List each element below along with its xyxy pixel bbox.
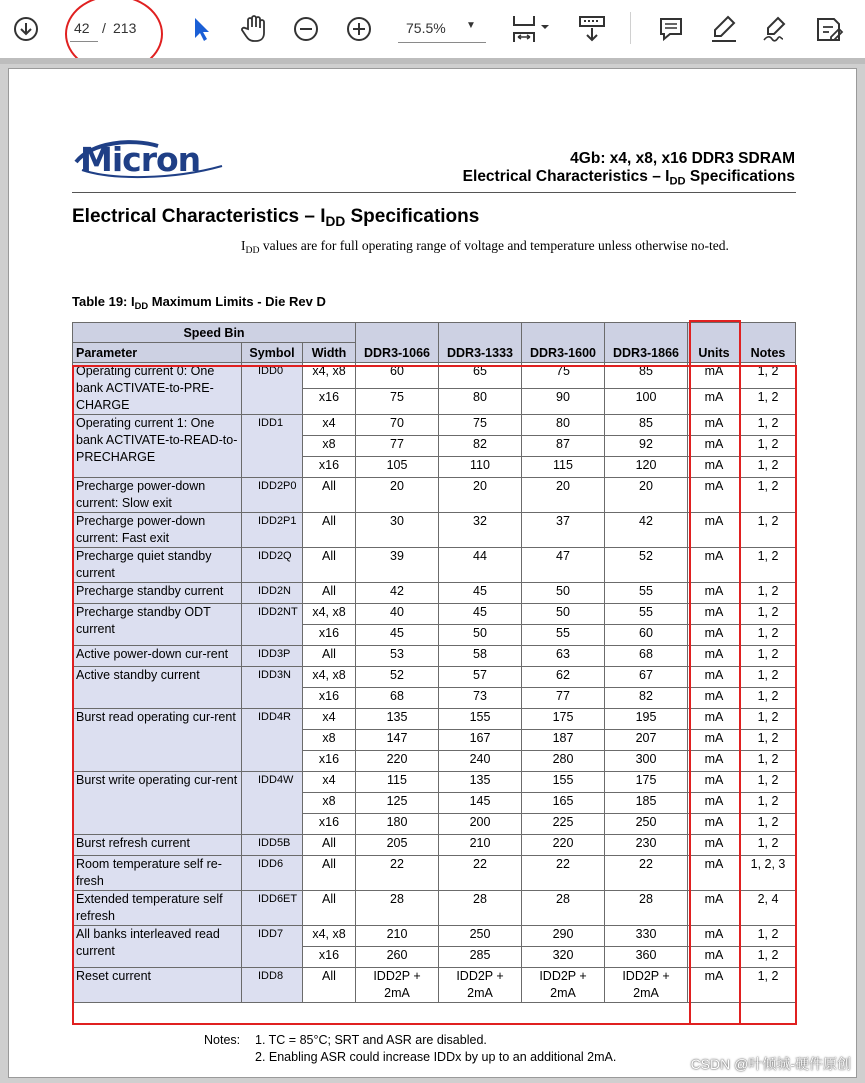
notes-cell: 1, 2 <box>741 513 796 548</box>
symbol-cell: IDD4R <box>242 709 303 772</box>
units-cell: mA <box>688 604 741 625</box>
col-header: DDR3-1066 <box>356 323 439 363</box>
notes-cell: 1, 2 <box>741 835 796 856</box>
units-cell: mA <box>688 667 741 688</box>
value-cell: 115 <box>522 457 605 478</box>
fit-page-icon[interactable] <box>508 12 552 46</box>
value-cell: 30 <box>356 513 439 548</box>
value-cell: IDD2P + 2mA <box>605 968 688 1003</box>
width-cell: x16 <box>303 625 356 646</box>
width-cell: x16 <box>303 751 356 772</box>
table-row <box>73 709 796 730</box>
value-cell: 120 <box>605 457 688 478</box>
caption-pre: Table 19: I <box>72 294 135 309</box>
notes-cell: 1, 2 <box>741 947 796 968</box>
value-cell: 65 <box>439 363 522 389</box>
symbol-cell: IDD4W <box>242 772 303 835</box>
doc-header-title: 4Gb: x4, x8, x16 DDR3 SDRAM <box>570 150 795 167</box>
value-cell: 115 <box>356 772 439 793</box>
units-cell: mA <box>688 835 741 856</box>
width-cell: All <box>303 856 356 891</box>
units-cell: mA <box>688 772 741 793</box>
value-cell: 37 <box>522 513 605 548</box>
col-header: Units <box>688 323 741 363</box>
col-header: Width <box>303 343 356 363</box>
value-cell: 85 <box>605 415 688 436</box>
value-cell: 225 <box>522 814 605 835</box>
value-cell: 28 <box>356 891 439 926</box>
zoom-in-icon[interactable] <box>343 13 375 45</box>
col-header: Notes <box>741 323 796 363</box>
header-rule <box>72 192 796 193</box>
note-1: 1. TC = 85°C; SRT and ASR are disabled. <box>255 1033 487 1047</box>
value-cell: 110 <box>439 457 522 478</box>
value-cell: 210 <box>439 835 522 856</box>
table-row <box>73 891 796 926</box>
value-cell: 28 <box>439 891 522 926</box>
value-cell: 175 <box>522 709 605 730</box>
comment-icon[interactable] <box>655 13 687 45</box>
toolbar-separator <box>630 12 631 44</box>
col-header: Parameter <box>73 343 242 363</box>
hdr2-pre: Electrical Characteristics – I <box>462 168 670 185</box>
value-cell: 285 <box>439 947 522 968</box>
notes-cell: 1, 2 <box>741 646 796 667</box>
value-cell: IDD2P + 2mA <box>356 968 439 1003</box>
col-header: DDR3-1600 <box>522 323 605 363</box>
width-cell: x4, x8 <box>303 604 356 625</box>
value-cell: 80 <box>439 389 522 415</box>
width-cell: x16 <box>303 688 356 709</box>
notes-cell: 1, 2 <box>741 583 796 604</box>
value-cell: 135 <box>356 709 439 730</box>
param-cell: Precharge power-down current: Fast exit <box>73 513 242 548</box>
value-cell: 280 <box>522 751 605 772</box>
symbol-cell: IDD3P <box>242 646 303 667</box>
value-cell: 100 <box>605 389 688 415</box>
param-cell: All banks interleaved read current <box>73 926 242 968</box>
symbol-cell: IDD6 <box>242 856 303 891</box>
hand-pan-icon[interactable] <box>238 12 270 44</box>
micron-logo <box>72 136 242 186</box>
value-cell: 105 <box>356 457 439 478</box>
param-cell: Room temperature self re-fresh <box>73 856 242 891</box>
units-cell: mA <box>688 548 741 583</box>
note-2: 2. Enabling ASR could increase IDDx by up to an additional 2mA. <box>255 1050 617 1064</box>
value-cell: 53 <box>356 646 439 667</box>
value-cell: IDD2P + 2mA <box>439 968 522 1003</box>
table-row <box>73 363 796 389</box>
value-cell: 22 <box>356 856 439 891</box>
notes-cell: 1, 2 <box>741 814 796 835</box>
value-cell: 185 <box>605 793 688 814</box>
notes-cell: 1, 2 <box>741 688 796 709</box>
intro-text: values are for full operating range of voltage and temperature unless otherwise no-ted. <box>259 238 729 253</box>
notes-cell: 1, 2 <box>741 548 796 583</box>
value-cell: 200 <box>439 814 522 835</box>
units-cell: mA <box>688 968 741 1003</box>
value-cell: 187 <box>522 730 605 751</box>
symbol-cell: IDD2N <box>242 583 303 604</box>
value-cell: 87 <box>522 436 605 457</box>
viewport-shadow <box>0 58 865 64</box>
symbol-cell: IDD8 <box>242 968 303 1003</box>
value-cell: 52 <box>356 667 439 688</box>
width-cell: All <box>303 513 356 548</box>
value-cell: 55 <box>605 583 688 604</box>
value-cell: 290 <box>522 926 605 947</box>
param-cell: Reset current <box>73 968 242 1003</box>
sign-icon[interactable] <box>759 12 793 46</box>
value-cell: 85 <box>605 363 688 389</box>
value-cell: 40 <box>356 604 439 625</box>
param-cell: Precharge quiet standby current <box>73 548 242 583</box>
notes-cell: 1, 2 <box>741 709 796 730</box>
value-cell: 165 <box>522 793 605 814</box>
value-cell: 60 <box>605 625 688 646</box>
value-cell: 300 <box>605 751 688 772</box>
notes-cell: 1, 2 <box>741 604 796 625</box>
param-cell: Extended temperature self refresh <box>73 891 242 926</box>
page-separator: / <box>102 20 106 36</box>
intro-paragraph <box>241 238 793 259</box>
value-cell: 230 <box>605 835 688 856</box>
value-cell: 32 <box>439 513 522 548</box>
width-cell: All <box>303 968 356 1003</box>
value-cell: 55 <box>522 625 605 646</box>
value-cell: 47 <box>522 548 605 583</box>
zoom-dropdown-icon[interactable]: ▼ <box>466 20 476 31</box>
highlight-pen-icon[interactable] <box>707 12 741 46</box>
value-cell: 50 <box>522 604 605 625</box>
value-cell: 92 <box>605 436 688 457</box>
watermark: CSDN @叶倾城-硬件原创 <box>690 1056 851 1072</box>
table-row <box>73 513 796 548</box>
hdr2-post: Specifications <box>685 168 795 185</box>
units-cell: mA <box>688 814 741 835</box>
notes-cell: 1, 2 <box>741 772 796 793</box>
toolbar <box>0 0 865 58</box>
value-cell: 220 <box>356 751 439 772</box>
caption-sub: DD <box>134 300 149 311</box>
param-cell: Active power-down cur-rent <box>73 646 242 667</box>
width-cell: x16 <box>303 389 356 415</box>
width-cell: x4, x8 <box>303 926 356 947</box>
value-cell: 60 <box>356 363 439 389</box>
value-cell: IDD2P + 2mA <box>522 968 605 1003</box>
width-cell: x4 <box>303 709 356 730</box>
value-cell: 42 <box>356 583 439 604</box>
col-header: DDR3-1866 <box>605 323 688 363</box>
table-row <box>73 415 796 436</box>
notes-cell: 1, 2 <box>741 436 796 457</box>
notes-cell: 1, 2 <box>741 389 796 415</box>
width-cell: x4, x8 <box>303 667 356 688</box>
value-cell: 20 <box>439 478 522 513</box>
symbol-cell: IDD1 <box>242 415 303 478</box>
units-cell: mA <box>688 478 741 513</box>
width-cell: x8 <box>303 730 356 751</box>
value-cell: 167 <box>439 730 522 751</box>
col-header: Symbol <box>242 343 303 363</box>
select-cursor-icon[interactable] <box>188 14 214 44</box>
section-title <box>72 206 479 229</box>
width-cell: x16 <box>303 457 356 478</box>
value-cell: 73 <box>439 688 522 709</box>
width-cell: x8 <box>303 793 356 814</box>
value-cell: 55 <box>605 604 688 625</box>
notes-cell: 2, 4 <box>741 891 796 926</box>
notes-cell: 1, 2 <box>741 751 796 772</box>
value-cell: 180 <box>356 814 439 835</box>
table-row <box>73 856 796 891</box>
title-pre: Electrical Characteristics – I <box>72 206 326 227</box>
value-cell: 320 <box>522 947 605 968</box>
value-cell: 77 <box>356 436 439 457</box>
symbol-cell: IDD2Q <box>242 548 303 583</box>
width-cell: All <box>303 835 356 856</box>
value-cell: 67 <box>605 667 688 688</box>
value-cell: 75 <box>356 389 439 415</box>
value-cell: 145 <box>439 793 522 814</box>
notes-cell: 1, 2 <box>741 968 796 1003</box>
intro-prefix: I <box>241 238 246 253</box>
units-cell: mA <box>688 688 741 709</box>
table-row <box>73 583 796 604</box>
param-cell: Precharge standby current <box>73 583 242 604</box>
value-cell: 62 <box>522 667 605 688</box>
page-current[interactable]: 42 <box>74 20 90 36</box>
value-cell: 250 <box>605 814 688 835</box>
param-cell: Active standby current <box>73 667 242 709</box>
units-cell: mA <box>688 646 741 667</box>
value-cell: 63 <box>522 646 605 667</box>
width-cell: All <box>303 583 356 604</box>
value-cell: 52 <box>605 548 688 583</box>
units-cell: mA <box>688 457 741 478</box>
table-row <box>73 772 796 793</box>
table-row <box>73 646 796 667</box>
notes-cell: 1, 2 <box>741 363 796 389</box>
units-cell: mA <box>688 709 741 730</box>
col-header: DDR3-1333 <box>439 323 522 363</box>
logo-text: Micron <box>80 140 201 179</box>
units-cell: mA <box>688 947 741 968</box>
doc-header-subtitle <box>463 168 795 187</box>
value-cell: 28 <box>522 891 605 926</box>
speed-bin-header: Speed Bin <box>73 323 356 343</box>
param-cell: Burst read operating cur-rent <box>73 709 242 772</box>
value-cell: 82 <box>605 688 688 709</box>
value-cell: 77 <box>522 688 605 709</box>
fill-sign-icon[interactable] <box>812 12 846 46</box>
value-cell: 22 <box>605 856 688 891</box>
value-cell: 57 <box>439 667 522 688</box>
table-row <box>73 548 796 583</box>
notes-cell: 1, 2 <box>741 926 796 947</box>
value-cell: 28 <box>605 891 688 926</box>
value-cell: 20 <box>356 478 439 513</box>
symbol-cell: IDD0 <box>242 363 303 415</box>
value-cell: 82 <box>439 436 522 457</box>
width-cell: All <box>303 478 356 513</box>
value-cell: 75 <box>522 363 605 389</box>
units-cell: mA <box>688 751 741 772</box>
width-cell: x4 <box>303 415 356 436</box>
value-cell: 22 <box>522 856 605 891</box>
param-cell: Precharge standby ODT current <box>73 604 242 646</box>
value-cell: 240 <box>439 751 522 772</box>
units-cell: mA <box>688 730 741 751</box>
value-cell: 175 <box>605 772 688 793</box>
table-row <box>73 968 796 1003</box>
zoom-out-icon[interactable] <box>290 13 322 45</box>
symbol-cell: IDD3N <box>242 667 303 709</box>
title-post: Specifications <box>345 206 480 227</box>
value-cell: 210 <box>356 926 439 947</box>
notes-cell: 1, 2 <box>741 478 796 513</box>
value-cell: 44 <box>439 548 522 583</box>
value-cell: 50 <box>439 625 522 646</box>
notes-cell: 1, 2 <box>741 793 796 814</box>
width-cell: All <box>303 891 356 926</box>
hdr2-sub: DD <box>669 175 686 188</box>
table-row <box>73 667 796 688</box>
symbol-cell: IDD2P0 <box>242 478 303 513</box>
units-cell: mA <box>688 625 741 646</box>
param-cell: Precharge power-down current: Slow exit <box>73 478 242 513</box>
value-cell: 155 <box>439 709 522 730</box>
param-cell: Operating current 1: One bank ACTIVATE-to-READ-to-PRECHARGE <box>73 415 242 478</box>
param-cell: Burst write operating cur-rent <box>73 772 242 835</box>
download-circle-icon[interactable] <box>10 13 42 45</box>
value-cell: 42 <box>605 513 688 548</box>
notes-cell: 1, 2 <box>741 415 796 436</box>
param-cell: Operating current 0: One bank ACTIVATE-to-PRE-CHARGE <box>73 363 242 415</box>
units-cell: mA <box>688 856 741 891</box>
units-cell: mA <box>688 436 741 457</box>
value-cell: 80 <box>522 415 605 436</box>
symbol-cell: IDD7 <box>242 926 303 968</box>
value-cell: 50 <box>522 583 605 604</box>
value-cell: 22 <box>439 856 522 891</box>
notes-cell: 1, 2 <box>741 730 796 751</box>
units-cell: mA <box>688 583 741 604</box>
notes-cell: 1, 2 <box>741 457 796 478</box>
units-cell: mA <box>688 415 741 436</box>
symbol-cell: IDD2NT <box>242 604 303 646</box>
caption-post: Maximum Limits - Die Rev D <box>148 294 326 309</box>
units-cell: mA <box>688 513 741 548</box>
units-cell: mA <box>688 363 741 389</box>
value-cell: 205 <box>356 835 439 856</box>
value-cell: 147 <box>356 730 439 751</box>
width-cell: x4 <box>303 772 356 793</box>
notes-label: Notes: <box>204 1033 241 1047</box>
value-cell: 330 <box>605 926 688 947</box>
symbol-cell: IDD2P1 <box>242 513 303 548</box>
value-cell: 220 <box>522 835 605 856</box>
value-cell: 75 <box>439 415 522 436</box>
units-cell: mA <box>688 793 741 814</box>
notes-cell: 1, 2, 3 <box>741 856 796 891</box>
value-cell: 195 <box>605 709 688 730</box>
zoom-select[interactable] <box>398 17 486 43</box>
width-cell: All <box>303 548 356 583</box>
table-row <box>73 835 796 856</box>
value-cell: 39 <box>356 548 439 583</box>
width-cell: All <box>303 646 356 667</box>
value-cell: 45 <box>439 583 522 604</box>
value-cell: 45 <box>356 625 439 646</box>
page-total: 213 <box>113 20 137 36</box>
value-cell: 58 <box>439 646 522 667</box>
width-cell: x16 <box>303 947 356 968</box>
table-row <box>73 478 796 513</box>
table-row <box>73 604 796 625</box>
value-cell: 260 <box>356 947 439 968</box>
notes-cell: 1, 2 <box>741 667 796 688</box>
intro-sub: DD <box>245 244 260 256</box>
width-cell: x8 <box>303 436 356 457</box>
zoom-value: 75.5% <box>406 20 446 36</box>
value-cell: 155 <box>522 772 605 793</box>
width-cell: x4, x8 <box>303 363 356 389</box>
param-cell: Burst refresh current <box>73 835 242 856</box>
title-sub: DD <box>325 214 346 230</box>
value-cell: 360 <box>605 947 688 968</box>
table-row <box>73 926 796 947</box>
table-caption <box>72 294 326 311</box>
value-cell: 250 <box>439 926 522 947</box>
idd-table-body <box>73 363 796 1003</box>
idd-table <box>72 322 796 1003</box>
value-cell: 68 <box>605 646 688 667</box>
value-cell: 20 <box>522 478 605 513</box>
value-cell: 68 <box>356 688 439 709</box>
value-cell: 125 <box>356 793 439 814</box>
units-cell: mA <box>688 389 741 415</box>
value-cell: 207 <box>605 730 688 751</box>
symbol-cell: IDD6ET <box>242 891 303 926</box>
value-cell: 90 <box>522 389 605 415</box>
units-cell: mA <box>688 891 741 926</box>
width-cell: x16 <box>303 814 356 835</box>
value-cell: 70 <box>356 415 439 436</box>
value-cell: 135 <box>439 772 522 793</box>
symbol-cell: IDD5B <box>242 835 303 856</box>
notes-cell: 1, 2 <box>741 625 796 646</box>
units-cell: mA <box>688 926 741 947</box>
value-cell: 20 <box>605 478 688 513</box>
value-cell: 45 <box>439 604 522 625</box>
scroll-mode-icon[interactable] <box>576 12 608 46</box>
